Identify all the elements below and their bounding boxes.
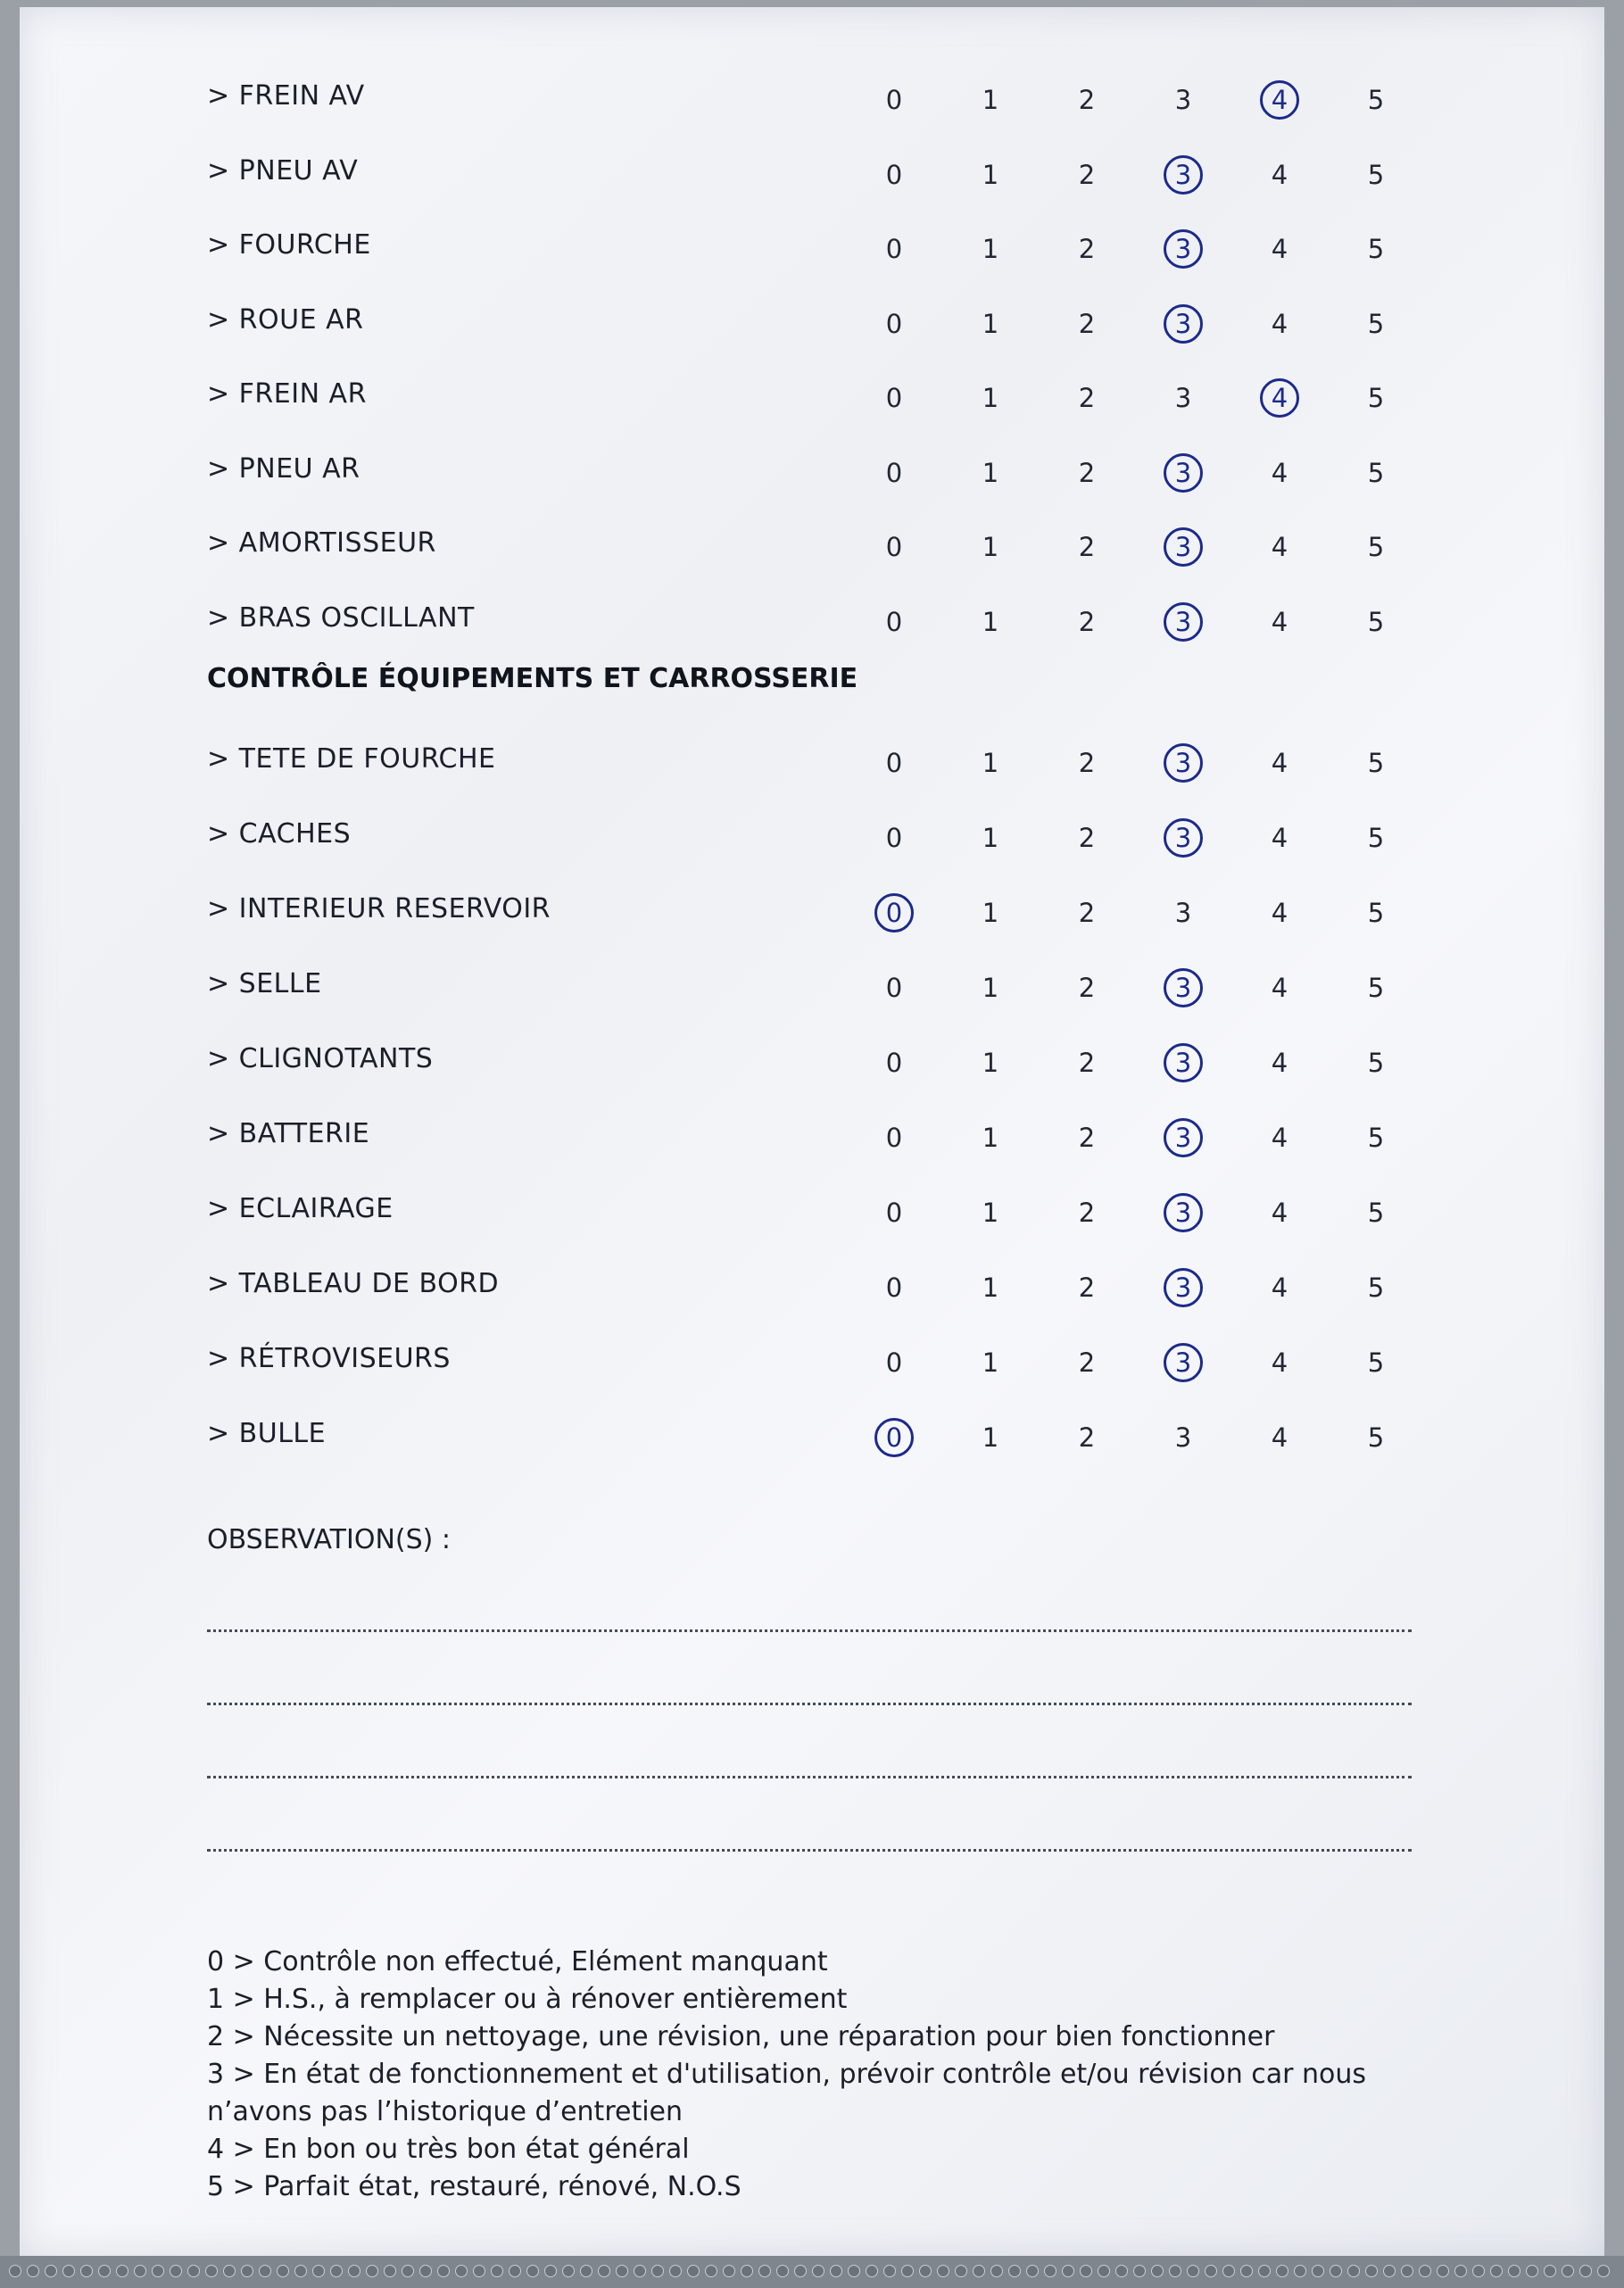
rating-option[interactable]: 3 xyxy=(1174,85,1192,115)
punch-hole xyxy=(705,2265,717,2277)
observation-line-2[interactable] xyxy=(207,1703,1412,1705)
rating-option[interactable]: 5 xyxy=(1367,159,1385,190)
rating-row xyxy=(20,959,1604,1013)
rating-option[interactable]: 5 xyxy=(1367,532,1385,562)
rating-option[interactable]: 2 xyxy=(1078,383,1096,413)
rating-option[interactable]: 2 xyxy=(1078,532,1096,562)
rating-row xyxy=(20,146,1604,200)
rating-option[interactable]: 2 xyxy=(1078,85,1096,115)
rating-option[interactable]: 4 xyxy=(1271,1422,1288,1453)
rating-option-selected[interactable]: 3 xyxy=(1164,1043,1203,1082)
rating-option[interactable]: 1 xyxy=(982,457,999,488)
rating-option[interactable]: 1 xyxy=(982,85,999,115)
punch-hole xyxy=(830,2265,842,2277)
rating-option[interactable]: 1 xyxy=(982,159,999,190)
rating-option[interactable]: 1 xyxy=(982,1198,999,1228)
rating-option[interactable]: 1 xyxy=(982,1347,999,1378)
punch-hole xyxy=(366,2265,378,2277)
punch-hole xyxy=(794,2265,807,2277)
rating-option[interactable]: 5 xyxy=(1367,898,1385,928)
legend-line-3: 3 > En état de fonctionnement et d'utilisation, prévoir contrôle et/ou révision car nous xyxy=(207,2059,1367,2090)
rating-row xyxy=(20,518,1604,572)
punch-hole xyxy=(1187,2265,1199,2277)
punch-hole xyxy=(473,2265,485,2277)
punch-hole xyxy=(348,2265,360,2277)
punch-hole xyxy=(937,2265,949,2277)
punch-hole xyxy=(1330,2265,1342,2277)
rating-option-selected[interactable]: 4 xyxy=(1260,378,1299,418)
rating-option[interactable]: 0 xyxy=(885,383,903,413)
rating-option[interactable]: 4 xyxy=(1271,1048,1288,1078)
observation-line-4[interactable] xyxy=(207,1849,1412,1852)
punch-hole xyxy=(955,2265,967,2277)
punch-hole xyxy=(1098,2265,1110,2277)
rating-option-selected[interactable]: 0 xyxy=(874,1418,914,1457)
punch-hole xyxy=(116,2265,128,2277)
rating-option[interactable]: 1 xyxy=(982,532,999,562)
punch-hole xyxy=(758,2265,771,2277)
rating-row-label: > TABLEAU DE BORD xyxy=(207,1268,500,1299)
rating-option[interactable]: 5 xyxy=(1367,606,1385,637)
rating-option[interactable]: 4 xyxy=(1271,457,1288,488)
punch-hole xyxy=(1454,2265,1467,2277)
rating-option[interactable]: 1 xyxy=(982,748,999,778)
punch-hole xyxy=(723,2265,735,2277)
rating-row xyxy=(20,444,1604,498)
section-title-equipment: CONTRÔLE ÉQUIPEMENTS ET CARROSSERIE xyxy=(207,663,858,694)
punch-hole xyxy=(990,2265,1003,2277)
rating-row xyxy=(20,220,1604,274)
rating-option[interactable]: 4 xyxy=(1271,1123,1288,1153)
punch-hole xyxy=(1419,2265,1431,2277)
punch-hole xyxy=(562,2265,575,2277)
rating-option[interactable]: 0 xyxy=(885,1272,903,1303)
rating-option[interactable]: 0 xyxy=(885,606,903,637)
rating-option[interactable]: 0 xyxy=(885,532,903,562)
rating-option-selected[interactable]: 3 xyxy=(1164,743,1203,783)
rating-row xyxy=(20,295,1604,349)
rating-option-selected[interactable]: 3 xyxy=(1164,155,1203,195)
punch-hole xyxy=(776,2265,789,2277)
punch-hole xyxy=(651,2265,664,2277)
punch-hole xyxy=(80,2265,93,2277)
observation-line-1[interactable] xyxy=(207,1629,1412,1632)
punch-hole xyxy=(598,2265,610,2277)
punch-hole xyxy=(1205,2265,1217,2277)
rating-row-label: > PNEU AR xyxy=(207,452,360,485)
rating-option-selected[interactable]: 3 xyxy=(1164,1343,1203,1382)
observations-title: OBSERVATION(S) : xyxy=(207,1524,451,1555)
punch-hole xyxy=(1151,2265,1164,2277)
punch-hole xyxy=(1365,2265,1378,2277)
rating-option-selected[interactable]: 3 xyxy=(1164,1193,1203,1232)
punch-hole xyxy=(384,2265,396,2277)
rating-option[interactable]: 0 xyxy=(885,234,903,264)
punch-hole xyxy=(437,2265,450,2277)
rating-option[interactable]: 0 xyxy=(885,159,903,190)
rating-row-label: > CACHES xyxy=(207,818,352,850)
punch-hole xyxy=(1062,2265,1074,2277)
legend-line-0: 0 > Contrôle non effectué, Elément manquant xyxy=(207,1946,828,1977)
punch-hole xyxy=(1437,2265,1449,2277)
rating-legend xyxy=(207,1944,1501,2206)
punch-hole xyxy=(509,2265,521,2277)
rating-option[interactable]: 4 xyxy=(1271,973,1288,1003)
rating-option-selected[interactable]: 0 xyxy=(874,893,914,933)
punch-hole xyxy=(402,2265,414,2277)
punch-hole xyxy=(98,2265,111,2277)
punch-hole xyxy=(1258,2265,1271,2277)
rating-option[interactable]: 0 xyxy=(885,85,903,115)
punch-hole xyxy=(634,2265,646,2277)
rating-row-label: > RÉTROVISEURS xyxy=(207,1343,451,1374)
punch-hole xyxy=(187,2265,200,2277)
legend-line-3-continued: n’avons pas l’historique d’entretien xyxy=(207,2096,684,2127)
rating-row-label: > FREIN AR xyxy=(207,378,367,410)
legend-line-1: 1 > H.S., à remplacer ou à rénover entièrement xyxy=(207,1984,848,2015)
punch-hole xyxy=(1080,2265,1092,2277)
punch-hole xyxy=(687,2265,700,2277)
rating-option[interactable]: 5 xyxy=(1367,234,1385,264)
punch-hole xyxy=(170,2265,182,2277)
sleeve-punch-holes xyxy=(9,2265,1615,2277)
rating-option[interactable]: 2 xyxy=(1078,606,1096,637)
punch-hole xyxy=(1133,2265,1146,2277)
rating-row-label: > SELLE xyxy=(207,968,322,999)
rating-option[interactable]: 4 xyxy=(1271,532,1288,562)
rating-option[interactable]: 5 xyxy=(1367,748,1385,778)
punch-hole xyxy=(1044,2265,1056,2277)
rating-option[interactable]: 5 xyxy=(1367,308,1385,339)
rating-option[interactable]: 5 xyxy=(1367,1123,1385,1153)
rating-option[interactable]: 0 xyxy=(885,748,903,778)
rating-option[interactable]: 4 xyxy=(1271,1272,1288,1303)
rating-option-selected[interactable]: 3 xyxy=(1164,527,1203,567)
rating-option[interactable]: 4 xyxy=(1271,234,1288,264)
punch-hole xyxy=(152,2265,164,2277)
rating-option[interactable]: 5 xyxy=(1367,973,1385,1003)
rating-row xyxy=(20,369,1604,423)
rating-option[interactable]: 1 xyxy=(982,823,999,853)
punch-hole xyxy=(277,2265,289,2277)
rating-option[interactable]: 0 xyxy=(885,1048,903,1078)
rating-option[interactable]: 2 xyxy=(1078,1347,1096,1378)
rating-option[interactable]: 5 xyxy=(1367,1422,1385,1453)
rating-option[interactable]: 2 xyxy=(1078,234,1096,264)
rating-option[interactable]: 3 xyxy=(1174,1422,1192,1453)
legend-line-4: 4 > En bon ou très bon état général xyxy=(207,2134,690,2165)
legend-line-2: 2 > Nécessite un nettoyage, une révision, une réparation pour bien fonctionner xyxy=(207,2021,1275,2052)
rating-option[interactable]: 1 xyxy=(982,973,999,1003)
rating-option[interactable]: 4 xyxy=(1271,748,1288,778)
rating-option-selected[interactable]: 3 xyxy=(1164,602,1203,642)
punch-hole xyxy=(866,2265,878,2277)
rating-option-selected[interactable]: 3 xyxy=(1164,968,1203,1007)
punch-hole xyxy=(1294,2265,1306,2277)
rating-option[interactable]: 1 xyxy=(982,1422,999,1453)
rating-option[interactable]: 2 xyxy=(1078,1272,1096,1303)
punch-hole xyxy=(1401,2265,1413,2277)
punch-hole xyxy=(330,2265,343,2277)
rating-option[interactable]: 2 xyxy=(1078,308,1096,339)
rating-row xyxy=(20,734,1604,788)
rating-option[interactable]: 1 xyxy=(982,234,999,264)
punch-hole xyxy=(1008,2265,1021,2277)
rating-option[interactable]: 5 xyxy=(1367,383,1385,413)
rating-option[interactable]: 4 xyxy=(1271,1198,1288,1228)
rating-option[interactable]: 0 xyxy=(885,1347,903,1378)
rating-option[interactable]: 4 xyxy=(1271,1347,1288,1378)
rating-option[interactable]: 2 xyxy=(1078,823,1096,853)
rating-option[interactable]: 0 xyxy=(885,1198,903,1228)
rating-row xyxy=(20,593,1604,647)
punch-hole xyxy=(419,2265,432,2277)
rating-option[interactable]: 1 xyxy=(982,1048,999,1078)
rating-row-label: > PNEU AV xyxy=(207,154,359,187)
rating-row-label: > BATTERIE xyxy=(207,1118,370,1149)
rating-option[interactable]: 1 xyxy=(982,383,999,413)
inspection-sheet xyxy=(20,7,1604,2256)
rating-row-label: > INTERIEUR RESERVOIR xyxy=(207,893,551,924)
rating-option[interactable]: 0 xyxy=(885,457,903,488)
punch-hole xyxy=(1526,2265,1538,2277)
punch-hole xyxy=(973,2265,985,2277)
rating-option[interactable]: 2 xyxy=(1078,898,1096,928)
punch-hole xyxy=(1490,2265,1503,2277)
punch-hole xyxy=(1544,2265,1556,2277)
rating-row-label: > BULLE xyxy=(207,1418,327,1449)
rating-option[interactable]: 3 xyxy=(1174,898,1192,928)
punch-hole xyxy=(62,2265,75,2277)
rating-option[interactable]: 2 xyxy=(1078,1422,1096,1453)
rating-row xyxy=(20,809,1604,863)
punch-hole xyxy=(1312,2265,1324,2277)
punch-hole xyxy=(223,2265,236,2277)
rating-option[interactable]: 5 xyxy=(1367,1347,1385,1378)
punch-hole xyxy=(616,2265,628,2277)
rating-option[interactable]: 2 xyxy=(1078,1123,1096,1153)
rating-option[interactable]: 2 xyxy=(1078,1198,1096,1228)
punch-hole xyxy=(1240,2265,1253,2277)
punch-hole xyxy=(1347,2265,1360,2277)
punch-hole xyxy=(544,2265,557,2277)
punch-hole xyxy=(848,2265,860,2277)
punch-hole xyxy=(45,2265,57,2277)
rating-option[interactable]: 2 xyxy=(1078,457,1096,488)
rating-option[interactable]: 5 xyxy=(1367,85,1385,115)
punch-hole xyxy=(883,2265,896,2277)
rating-row xyxy=(20,1184,1604,1238)
rating-option-selected[interactable]: 3 xyxy=(1164,304,1203,344)
rating-row-label: > FREIN AV xyxy=(207,80,365,112)
rating-option[interactable]: 1 xyxy=(982,606,999,637)
rating-option[interactable]: 4 xyxy=(1271,823,1288,853)
rating-option[interactable]: 4 xyxy=(1271,308,1288,339)
rating-row xyxy=(20,1334,1604,1388)
punch-hole xyxy=(1383,2265,1396,2277)
punch-hole xyxy=(9,2265,21,2277)
punch-hole xyxy=(1026,2265,1039,2277)
rating-option[interactable]: 4 xyxy=(1271,898,1288,928)
rating-option[interactable]: 1 xyxy=(982,308,999,339)
punch-hole xyxy=(134,2265,146,2277)
rating-option[interactable]: 2 xyxy=(1078,973,1096,1003)
punch-hole xyxy=(1597,2265,1610,2277)
rating-option-selected[interactable]: 3 xyxy=(1164,229,1203,269)
rating-option[interactable]: 0 xyxy=(885,823,903,853)
rating-row xyxy=(20,1409,1604,1463)
rating-option[interactable]: 2 xyxy=(1078,159,1096,190)
punch-hole xyxy=(241,2265,253,2277)
rating-row-label: > ECLAIRAGE xyxy=(207,1193,394,1224)
punch-hole xyxy=(1579,2265,1592,2277)
rating-option[interactable]: 1 xyxy=(982,898,999,928)
rating-row-label: > BRAS OSCILLANT xyxy=(207,601,475,634)
punch-hole xyxy=(205,2265,218,2277)
rating-option[interactable]: 0 xyxy=(885,308,903,339)
punch-hole xyxy=(312,2265,325,2277)
legend-line-5: 5 > Parfait état, restauré, rénové, N.O.S xyxy=(207,2171,742,2202)
rating-option[interactable]: 5 xyxy=(1367,823,1385,853)
punch-hole xyxy=(901,2265,914,2277)
rating-option[interactable]: 5 xyxy=(1367,1272,1385,1303)
rating-option-selected[interactable]: 3 xyxy=(1164,1268,1203,1307)
rating-option-selected[interactable]: 3 xyxy=(1164,818,1203,858)
punch-hole xyxy=(1169,2265,1181,2277)
rating-row xyxy=(20,884,1604,938)
rating-option[interactable]: 3 xyxy=(1174,383,1192,413)
rating-row-label: > FOURCHE xyxy=(207,229,371,261)
rating-row-label: > TETE DE FOURCHE xyxy=(207,743,496,775)
punch-hole xyxy=(1472,2265,1485,2277)
rating-option[interactable]: 1 xyxy=(982,1272,999,1303)
rating-option[interactable]: 4 xyxy=(1271,159,1288,190)
rating-option[interactable]: 2 xyxy=(1078,748,1096,778)
punch-hole xyxy=(741,2265,753,2277)
rating-option[interactable]: 4 xyxy=(1271,606,1288,637)
rating-row xyxy=(20,1109,1604,1163)
punch-hole xyxy=(812,2265,824,2277)
rating-option-selected[interactable]: 3 xyxy=(1164,1118,1203,1157)
punch-hole xyxy=(669,2265,682,2277)
punch-hole xyxy=(27,2265,39,2277)
rating-option-selected[interactable]: 3 xyxy=(1164,453,1203,493)
punch-hole xyxy=(1562,2265,1574,2277)
rating-option[interactable]: 2 xyxy=(1078,1048,1096,1078)
rating-row xyxy=(20,71,1604,125)
punch-hole xyxy=(919,2265,932,2277)
rating-option[interactable]: 0 xyxy=(885,973,903,1003)
rating-option[interactable]: 5 xyxy=(1367,457,1385,488)
punch-hole xyxy=(1508,2265,1520,2277)
punch-hole xyxy=(526,2265,539,2277)
rating-option[interactable]: 5 xyxy=(1367,1048,1385,1078)
punch-hole xyxy=(491,2265,503,2277)
rating-row xyxy=(20,1034,1604,1088)
punch-hole xyxy=(455,2265,468,2277)
punch-hole xyxy=(1276,2265,1288,2277)
punch-hole xyxy=(580,2265,592,2277)
rating-option[interactable]: 0 xyxy=(885,1123,903,1153)
rating-row-label: > AMORTISSEUR xyxy=(207,527,436,559)
rating-row xyxy=(20,1259,1604,1313)
observation-line-3[interactable] xyxy=(207,1776,1412,1778)
rating-option-selected[interactable]: 4 xyxy=(1260,80,1299,120)
rating-row-label: > ROUE AR xyxy=(207,303,364,336)
punch-hole xyxy=(259,2265,271,2277)
punch-hole xyxy=(294,2265,307,2277)
rating-row-label: > CLIGNOTANTS xyxy=(207,1043,434,1074)
punch-hole xyxy=(1115,2265,1128,2277)
rating-option[interactable]: 5 xyxy=(1367,1198,1385,1228)
rating-option[interactable]: 1 xyxy=(982,1123,999,1153)
punch-hole xyxy=(1222,2265,1235,2277)
